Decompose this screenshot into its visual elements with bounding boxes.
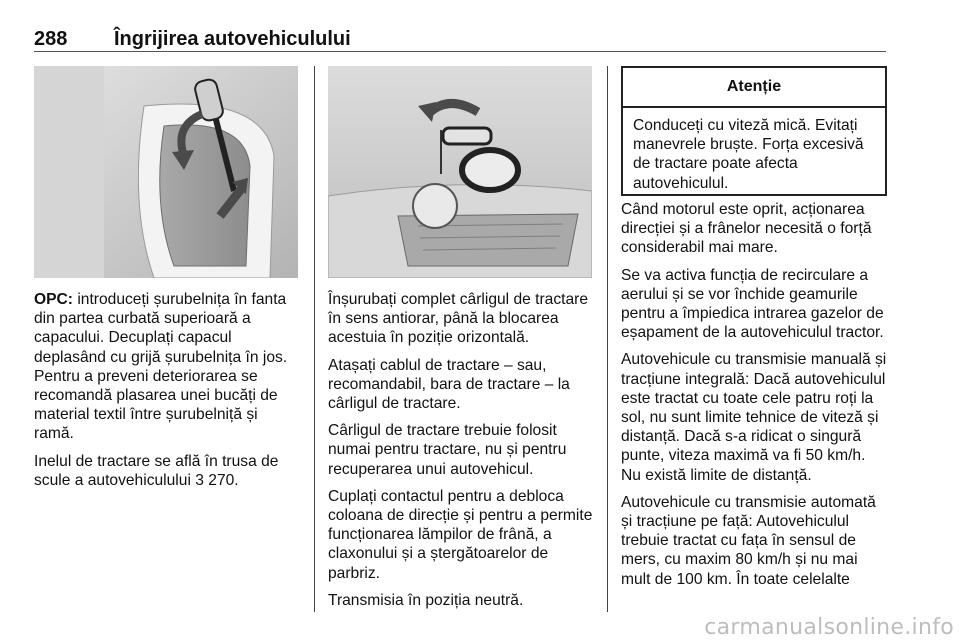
- warning-box: [621, 66, 887, 196]
- paragraph: Autovehicule cu transmisie manuală și tracțiune integrală: Dacă autovehiculul este tractat cu toate cele patru roți la sol, nu sunt limite tehnice de viteză și distanță. Dacă s-a ridicat o singură punte, viteza maximă va fi 50 km/h. Nu există limite de distanță.: [621, 351, 887, 484]
- column-3-text: [621, 200, 887, 597]
- header-divider: [34, 51, 886, 52]
- paragraph: Autovehicule cu transmisie automată și tracțiune pe față: Autovehiculul trebuie tractat cu fața în sensul de mers, cu maxim 80 km/h și nu mai mult de 100 km. În toate celelalte: [621, 493, 876, 588]
- watermark: carmanualsonline.info: [704, 615, 954, 640]
- page-header: [34, 28, 886, 52]
- paragraph: Cârligul de tractare trebuie folosit numai pentru tractare, nu și pentru recuperarea unui autovehicul.: [328, 422, 567, 478]
- reference-page: 270.: [203, 471, 239, 489]
- chapter-title: Îngrijirea autovehiculului: [114, 28, 351, 50]
- column-divider-2: [607, 66, 608, 612]
- tow-eye-location-paragraph: [34, 452, 300, 490]
- opc-label: OPC:: [34, 291, 73, 308]
- tow-eye-location-text: Inelul de tractare se află în trusa de scule a autovehiculului: [34, 452, 279, 489]
- paragraph: Cuplați contactul pentru a debloca coloana de direcție și pentru a permite funcționarea lămpilor de frână, a claxonului și a ștergătoarelor de parbriz.: [328, 487, 593, 582]
- paragraph: Se va activa funcția de recirculare a aerului și se vor închide geamurile pentru a împiedica intrarea gazelor de eșapament de la autovehiculul tractor.: [621, 266, 884, 342]
- paragraph: Atașați cablul de tractare – sau, recomandabil, bara de tractare – la cârligul de tractare.: [328, 356, 570, 413]
- cover-removal-drawing: [34, 66, 298, 278]
- paragraph: Când motorul este oprit, acționarea direcției și a frânelor necesită o forță considerabil mai mare.: [621, 201, 872, 257]
- paragraph: Transmisia în poziția neutră.: [328, 591, 524, 609]
- opc-paragraph: [34, 290, 300, 444]
- column-1-text: [34, 290, 300, 498]
- page-number: 288: [34, 28, 68, 50]
- reference-arrow-icon: 3: [195, 471, 204, 489]
- illustration-cover-removal: [34, 66, 298, 278]
- warning-title: Atenție: [623, 68, 885, 108]
- warning-text: Conduceți cu viteză mică. Evitați manevrele bruște. Forța excesivă de tractare poate afecta autovehiculul.: [633, 117, 864, 192]
- opc-text: introduceți șurubelnița în fanta din partea curbată superioară a capacului. Decuplați capacul deplasând cu grijă șurubelnița în jos. Pentru a preveni deteriorarea se recomandă plasarea unei bucăți de material textil între șurubelniță și ramă.: [34, 291, 288, 443]
- towing-eye-drawing: [328, 66, 592, 278]
- column-divider-1: [314, 66, 315, 612]
- illustration-towing-eye: [328, 66, 592, 278]
- paragraph: Înșurubați complet cârligul de tractare în sens antiorar, până la blocarea acestuia în poziție orizontală.: [328, 291, 589, 347]
- column-2-text: [328, 290, 594, 618]
